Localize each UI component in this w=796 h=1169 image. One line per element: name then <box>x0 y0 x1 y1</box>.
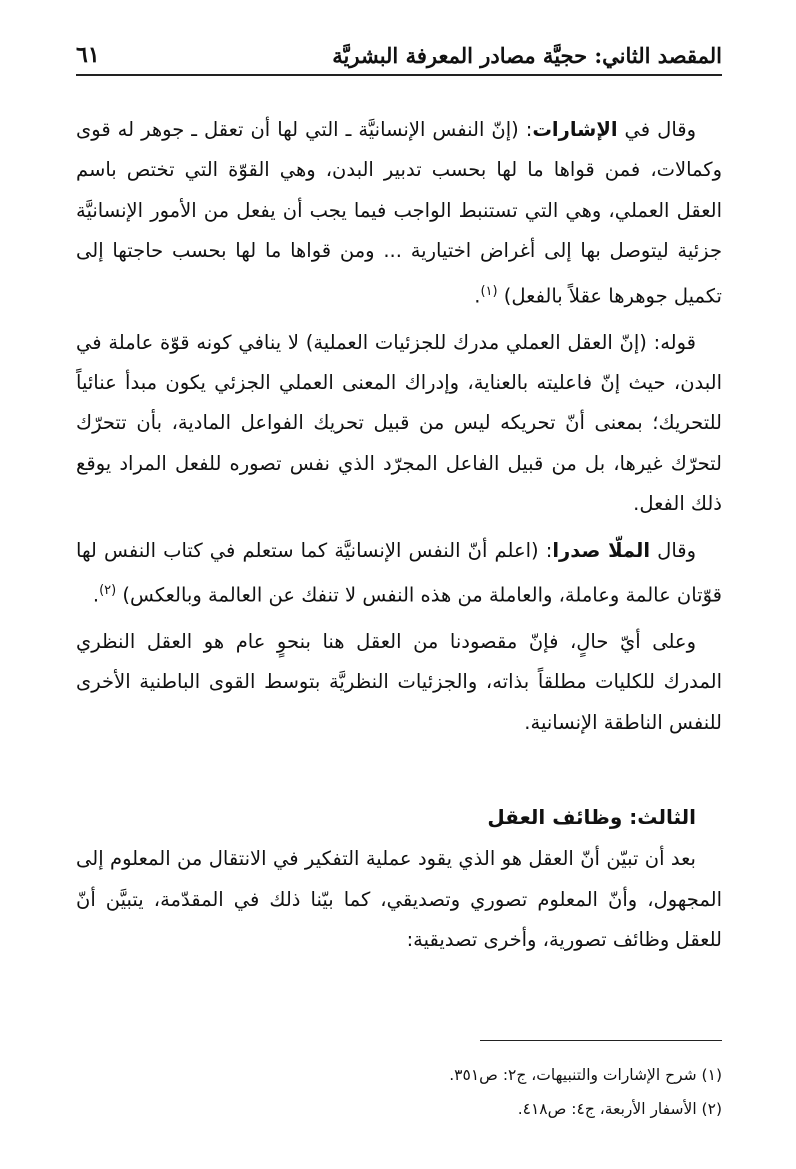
header-title: المقصد الثاني: حجيَّة مصادر المعرفة البشريَّة <box>332 43 722 68</box>
paragraph-text: قوله: (إنّ العقل العملي مدرك للجزئيات العملية) لا ينافي كونه قوّة عاملة في البدن، حيث إنّ فاعليته بالعناية، وإدراك المعنى العملي الجزئي يكون مبدأ عنائياً للتحريك؛ بمعنى أنّ تحريكه ليس من قبيل تحريك الفواعل المادية، بأن تتحرّك لتحرّك غيرها، بل من قبيل الفاعل المجرّد الذي نفس تصوره للفعل المراد يوقع ذلك الفعل. <box>76 330 722 516</box>
section-label: الثالث: <box>629 805 696 830</box>
section-heading <box>76 797 722 837</box>
page-number: ٦١ <box>76 42 100 68</box>
footnotes <box>76 1058 722 1126</box>
paragraph-lead: وقال <box>650 538 696 562</box>
footnote-2: (٢) الأسفار الأربعة، ج٤: ص٤١٨. <box>517 1100 722 1118</box>
section-title: وظائف العقل <box>487 805 623 830</box>
paragraph-end: . <box>474 284 481 308</box>
paragraph-text: : (إنّ النفس الإنسانيَّة ـ التي لها أن تعقل ـ جوهر له قوى وكمالات، فمن قواها ما لها بحسب تدبير البدن، وهي القوّة التي تختص باسم العقل العملي، وهي التي تستنبط الواجب فيما يجب أن يفعل من الأمور الإنسانيَّة جزئية ليتوصل بها إلى أغراض اختيارية ... ومن قواها ما لها بحسب حاجتها إلى تكميل جوهرها عقلاً بالفعل) <box>76 118 722 308</box>
paragraph-4 <box>76 622 722 743</box>
section-paragraph <box>76 839 722 960</box>
footnote-ref: (١) <box>480 283 498 299</box>
paragraph-text: وعلى أيّ حالٍ، فإنّ مقصودنا من العقل هنا بنحوٍ عام هو العقل النظري المدرك للكليات مطلقاً بذاته، والجزئيات النظريَّة بتوسط القوى الباطنية الأخرى للنفس الناطقة الإنسانية. <box>76 629 722 734</box>
footnote-ref: (٢) <box>99 582 117 598</box>
paragraph-text: : (اعلم أنّ النفس الإنسانيَّة كما ستعلم في كتاب النفس لها قوّتان عالمة وعاملة، والعاملة من هذه النفس لا تنفك عن العالمة وبالعكس) <box>76 538 722 607</box>
footnote-1: (١) شرح الإشارات والتنبيهات، ج٢: ص٣٥١. <box>449 1066 722 1084</box>
paragraph-3 <box>76 531 722 616</box>
source-name: الإشارات <box>532 118 618 141</box>
paragraph-2 <box>76 323 722 525</box>
main-text <box>76 110 722 966</box>
footnote-divider <box>480 1040 722 1041</box>
paragraph-lead: وقال في <box>617 118 696 141</box>
source-name: الملّا صدرا <box>552 538 650 562</box>
paragraph-text: بعد أن تبيّن أنّ العقل هو الذي يقود عملية التفكير في الانتقال من المعلوم إلى المجهول، وأنّ المعلوم تصوري وتصديقي، كما بيّنا ذلك في المقدّمة، يتبيَّن أنّ للعقل وظائف تصورية، وأخرى تصديقية: <box>76 847 722 951</box>
running-header <box>76 28 722 76</box>
paragraph-end: . <box>92 583 100 607</box>
paragraph-1 <box>76 110 722 317</box>
